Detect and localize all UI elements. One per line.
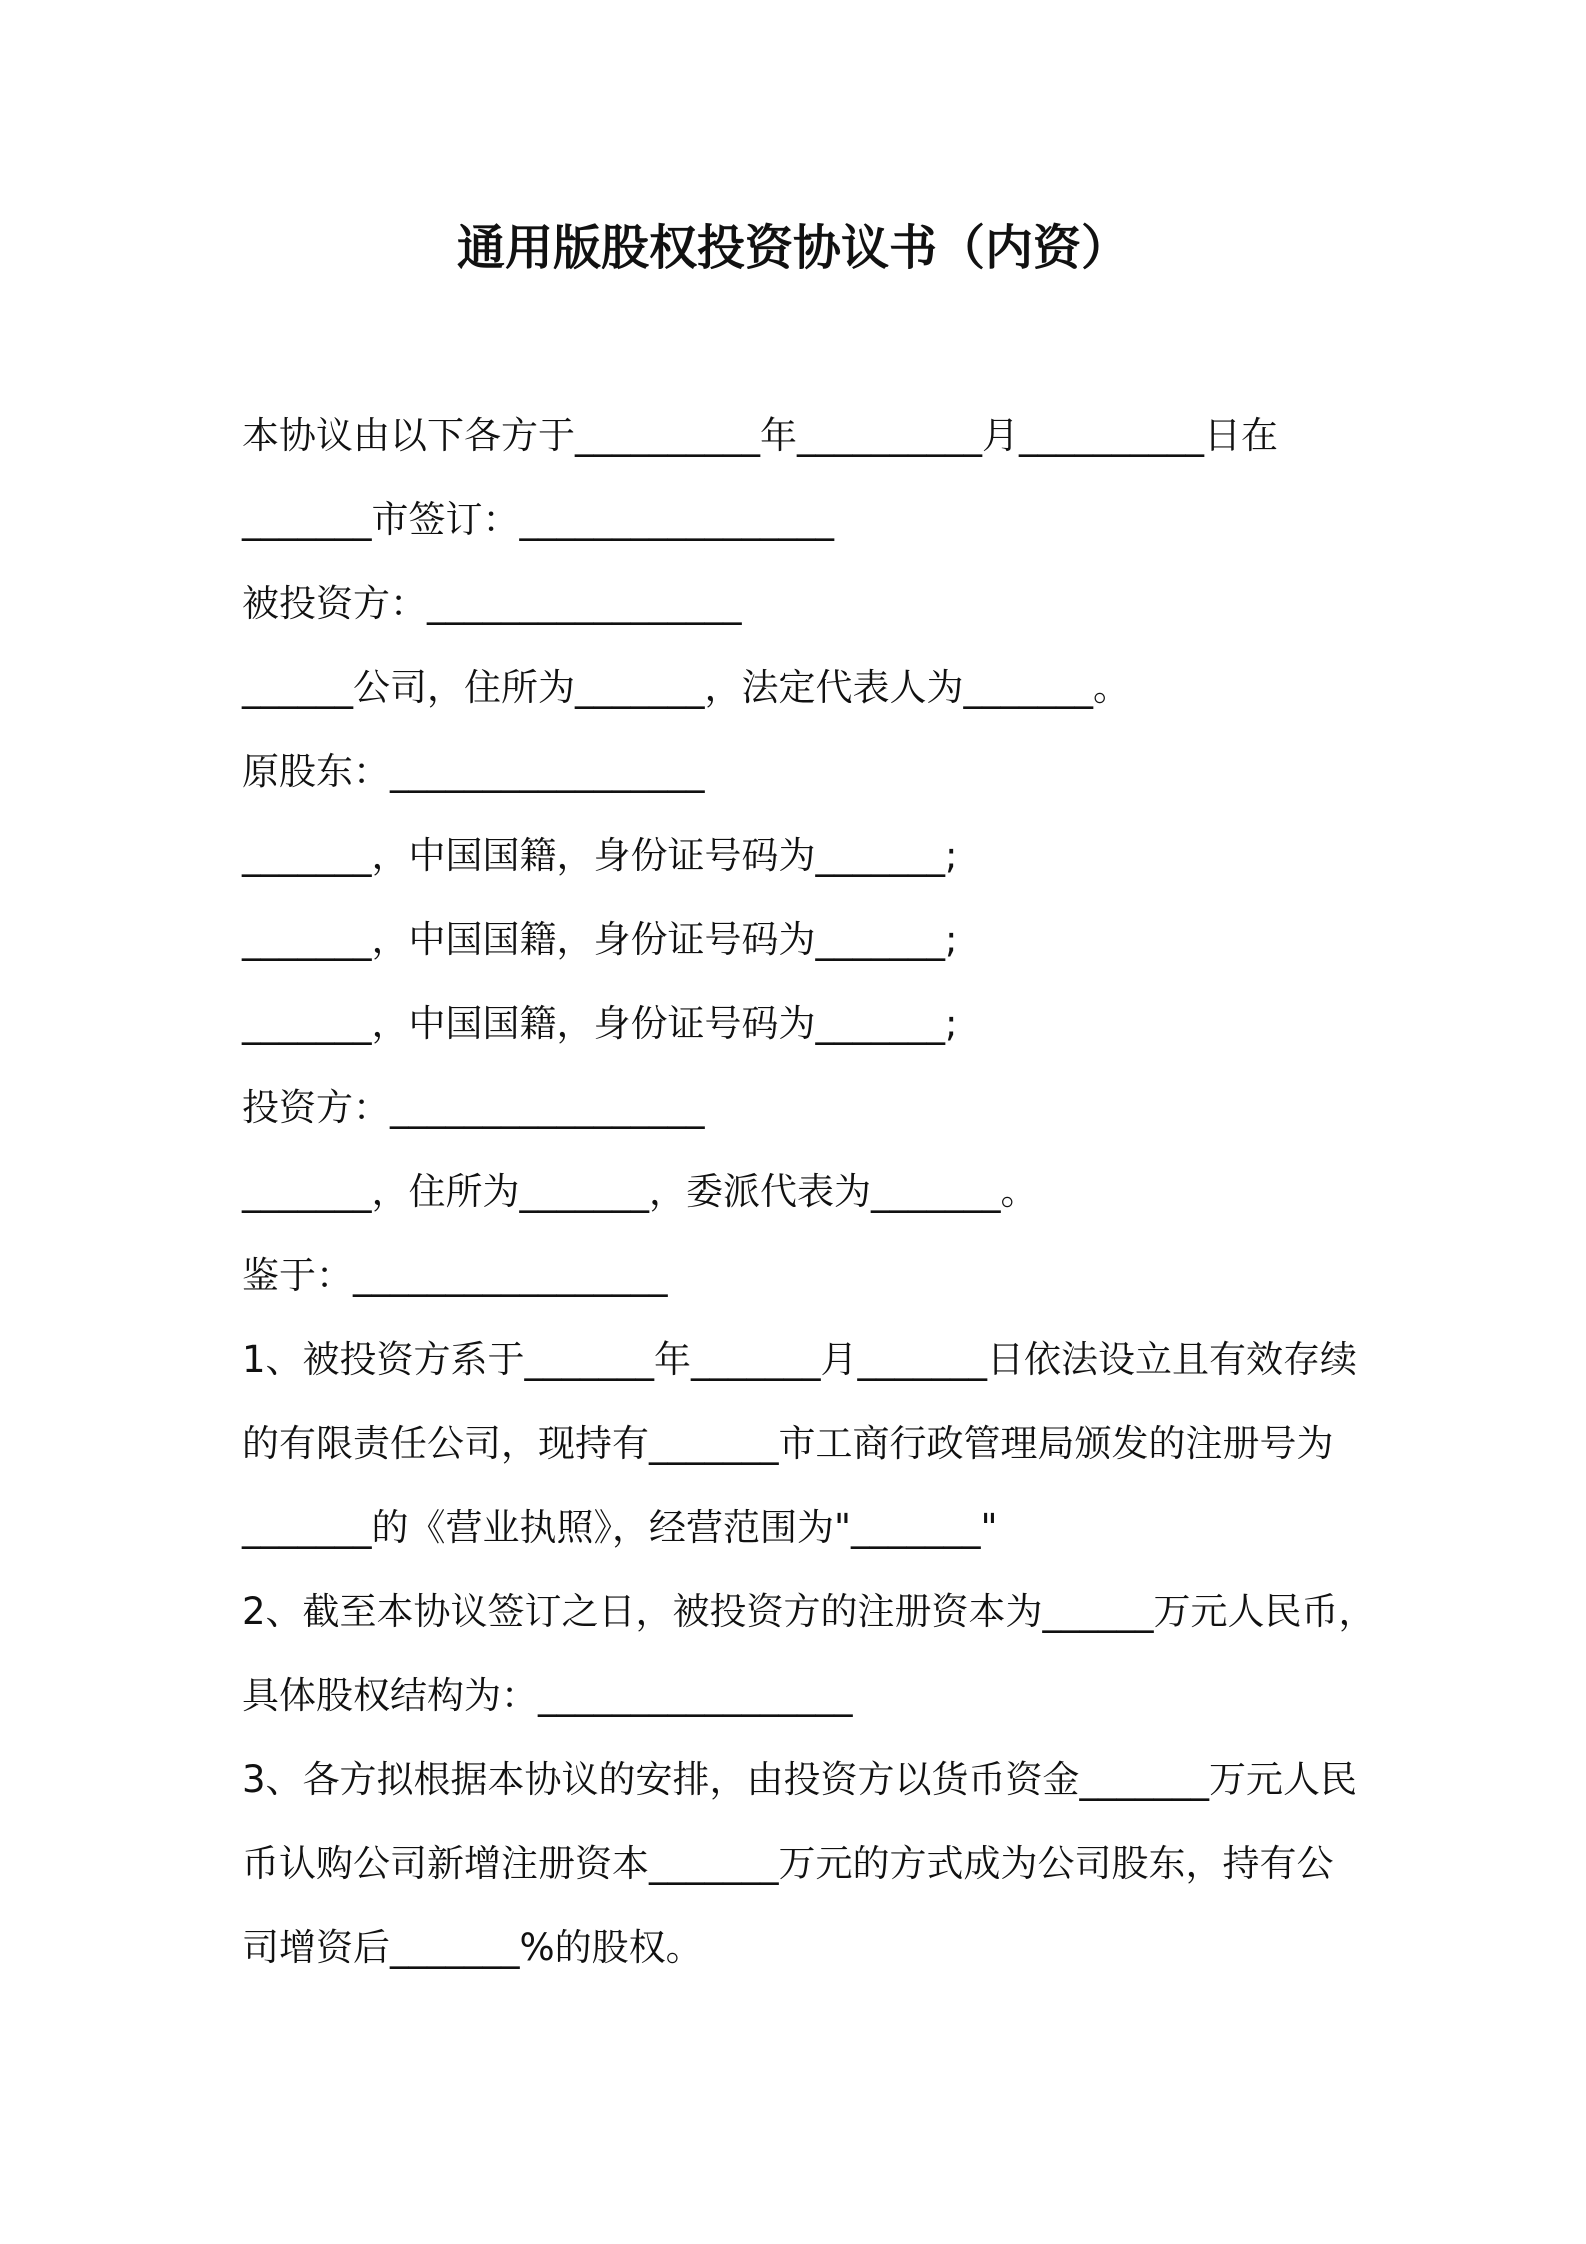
signing-city-line: _______市签订：_________________ bbox=[242, 498, 834, 541]
document-body bbox=[242, 394, 1442, 1990]
recital-3-line: 币认购公司新增注册资本_______万元的方式成为公司股东，持有公 bbox=[242, 1842, 1334, 1885]
recital-3-line: 3、各方拟根据本协议的安排，由投资方以货币资金_______万元人民 bbox=[242, 1758, 1358, 1801]
investor-details-line: _______，住所为_______，委派代表为_______。 bbox=[242, 1170, 1038, 1213]
recital-2-line: 具体股权结构为：_________________ bbox=[242, 1674, 853, 1717]
shareholder-line: _______，中国国籍，身份证号码为_______; bbox=[242, 918, 958, 961]
recital-3-line: 司增资后_______%的股权。 bbox=[242, 1926, 703, 1969]
shareholder-line: _______，中国国籍，身份证号码为_______; bbox=[242, 1002, 958, 1045]
shareholder-line: _______，中国国籍，身份证号码为_______; bbox=[242, 834, 958, 877]
recital-1-line: 1、被投资方系于_______年_______月_______日依法设立且有效存续 bbox=[242, 1338, 1358, 1381]
original-shareholders-heading: 原股东：_________________ bbox=[242, 750, 705, 793]
whereas-heading: 鉴于：_________________ bbox=[242, 1254, 668, 1297]
recital-1-line: _______的《营业执照》，经营范围为"_______" bbox=[242, 1506, 998, 1549]
investor-heading: 投资方：_________________ bbox=[242, 1086, 705, 1129]
recital-2-line: 2、截至本协议签订之日，被投资方的注册资本为______万元人民币， bbox=[242, 1590, 1376, 1633]
investee-details-line: ______公司，住所为_______，法定代表人为_______。 bbox=[242, 666, 1130, 709]
document-title: 通用版股权投资协议书（内资） bbox=[456, 220, 1129, 276]
agreement-date-line: 本协议由以下各方于__________年__________月__________日在 bbox=[242, 414, 1278, 457]
investee-heading: 被投资方：_________________ bbox=[242, 582, 742, 625]
recital-1-line: 的有限责任公司，现持有_______市工商行政管理局颁发的注册号为 bbox=[242, 1422, 1334, 1465]
